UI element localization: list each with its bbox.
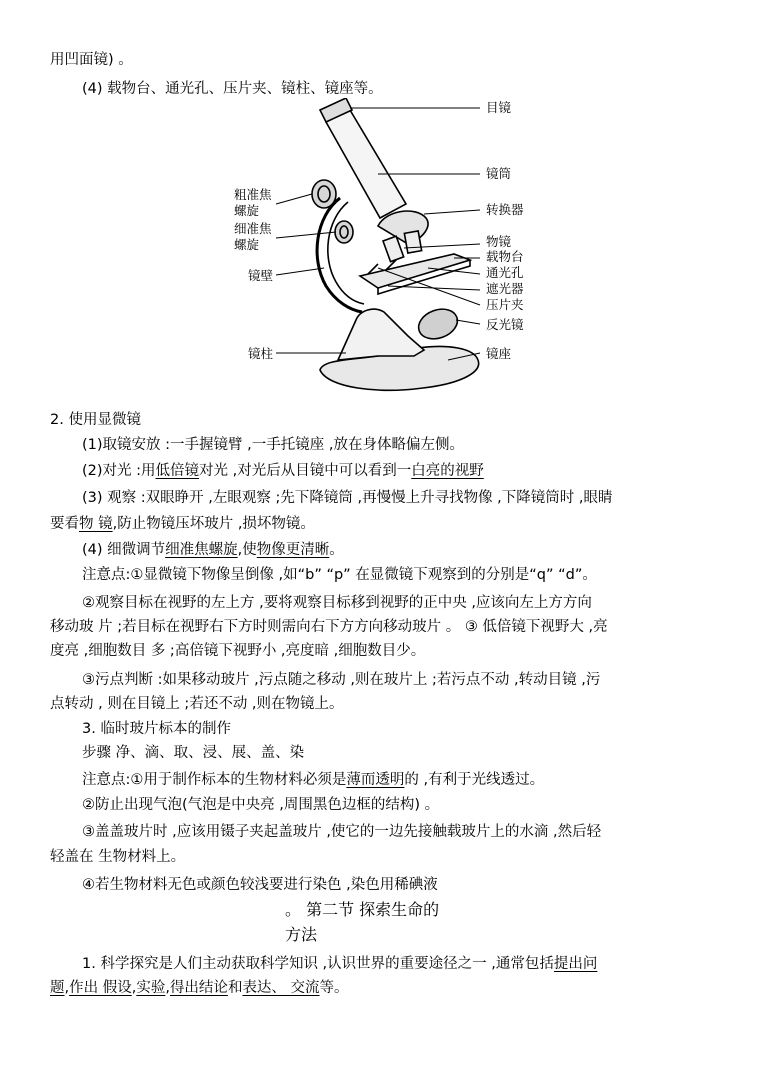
arm-shape [317, 198, 362, 312]
step-2 [82, 461, 484, 481]
note-3-line-2: 点转动 , 则在目镜上 ;若还不动 ,则在物镜上。 [50, 696, 344, 712]
method-q2a: 题 [50, 980, 65, 996]
section-heading-2: 方法 [285, 925, 318, 944]
label-coarse-1: 粗准焦 [234, 187, 272, 202]
step-4-a: (4) 细微调节 [82, 542, 166, 558]
objective-2 [404, 231, 421, 253]
label-pillar: 镜柱 [248, 346, 274, 361]
label-aperture: 通光孔 [486, 265, 524, 280]
label-objective: 物镜 [486, 234, 512, 249]
steps-list: 步骤 净、滴、取、浸、展、盖、染 [82, 745, 305, 761]
step-4 [82, 540, 344, 560]
prep-note-1-c: 的 ,有利于光线透过。 [404, 772, 545, 788]
step-3-b2: 物 镜 [79, 516, 113, 532]
prep-note-1-b: 薄而透明 [346, 772, 405, 788]
method-q2d: , [131, 980, 137, 996]
label-base: 镜座 [486, 346, 512, 361]
note-2-line-3: 度亮 ,细胞数目 多 ;高倍镜下视野小 ,亮度暗 ,细胞数目少。 [50, 643, 426, 659]
text-line-parts: (4) 载物台、通光孔、压片夹、镜柱、镜座等。 [82, 81, 383, 97]
label-fine-2: 螺旋 [234, 237, 260, 252]
label-mirror: 反光镜 [486, 317, 524, 332]
section-heading-1: 。 第二节 探索生命的 [285, 900, 440, 919]
coarse-knob [312, 180, 336, 208]
method-q2f: , [165, 980, 170, 996]
label-eyepiece: 目镜 [486, 100, 512, 115]
method-line-1 [82, 954, 597, 974]
section-3-title: 3. 临时玻片标本的制作 [82, 721, 231, 737]
label-stage: 载物台 [486, 249, 524, 264]
prep-note-3-line-2: 轻盖在 生物材料上。 [50, 849, 186, 865]
method-q2g: 得出结论 [169, 980, 228, 996]
method-line-1-b: 提出问 [553, 956, 598, 972]
step-1: (1)取镜安放 :一手握镜臂 ,一手托镜座 ,放在身体略偏左侧。 [82, 437, 464, 453]
prep-note-4: ④若生物材料无色或颜色较浅要进行染色 ,染色用稀碘液 [82, 877, 438, 893]
label-diaphragm: 遮光器 [486, 281, 524, 296]
tube-shape [326, 110, 406, 218]
text-line-1: 用凹面镜) 。 [50, 52, 133, 68]
label-coarse-2: 螺旋 [234, 203, 260, 218]
method-q2h: 和 [227, 980, 243, 996]
step-2-b: 低倍镜 [155, 463, 200, 479]
fine-knob [335, 221, 353, 243]
prep-note-1-a: 注意点:①用于制作标本的生物材料必须是 [82, 772, 347, 788]
step-2-c: 对光 ,对光后从目镜中可以看到一 [199, 463, 412, 479]
prep-note-1 [82, 770, 544, 790]
label-arm: 镜壁 [248, 268, 274, 283]
step-4-b: 细准焦螺旋 [165, 542, 238, 558]
converter-shape [378, 211, 428, 244]
prep-note-3-line-1: ③盖盖玻片时 ,应该用镊子夹起盖玻片 ,使它的一边先接触载玻片上的水滴 ,然后轻 [82, 824, 602, 840]
method-q2j: 等。 [319, 980, 349, 996]
note-1: 注意点:①显微镜下物像呈倒像 ,如“b” “p” 在显微镜下观察到的分别是“q” “d”。 [82, 567, 597, 583]
step-4-d: 物像更清晰 [256, 542, 330, 558]
note-2-line-1: ②观察目标在视野的左上方 ,要将观察目标移到视野的正中央 ,应该向左上方方向 [82, 595, 592, 611]
method-q2b: , [64, 980, 70, 996]
step-3-line-2 [50, 514, 315, 534]
step-3-b3: ,防止物镜压坏玻片 ,损坏物镜。 [112, 516, 315, 532]
mirror-shape [414, 304, 461, 344]
note-3-line-1: ③污点判断 :如果移动玻片 ,污点随之移动 ,则在玻片上 ;若污点不动 ,转动目镜 ,污 [82, 672, 601, 688]
method-line-1-a: 1. 科学探究是人们主动获取科学知识 ,认识世界的重要途径之一 ,通常包括 [82, 956, 554, 972]
method-line-2 [50, 978, 349, 998]
method-q2c: 作出 假设 [69, 980, 132, 996]
section-2-title: 2. 使用显微镜 [50, 412, 141, 428]
label-fine-1: 细准焦 [234, 221, 272, 236]
step-4-c: ,使 [237, 542, 257, 558]
step-2-a: (2)对光 :用 [82, 463, 156, 479]
method-q2i: 表达、 交流 [242, 980, 320, 996]
label-converter: 转换器 [486, 202, 524, 217]
step-3-b1: 要看 [50, 516, 79, 532]
microscope-figure [228, 98, 548, 398]
step-2-d: 白亮的视野 [411, 463, 484, 479]
method-q2e: 实验 [136, 980, 166, 996]
step-4-e: 。 [329, 542, 344, 558]
prep-note-2: ②防止出现气泡(气泡是中央亮 ,周围黑色边框的结构) 。 [82, 797, 440, 813]
label-clip: 压片夹 [486, 297, 524, 312]
label-tube: 镜筒 [486, 166, 512, 181]
pillar-shape [338, 309, 424, 360]
note-2-line-2: 移动玻 片 ;若目标在视野右下方时则需向右下方方向移动玻片 。 ③ 低倍镜下视野大 ,亮 [50, 619, 608, 635]
step-3-line-1: (3) 观察 :双眼睁开 ,左眼观察 ;先下降镜筒 ,再慢慢上升寻找物像 ,下降镜筒时 ,眼睛 [82, 490, 613, 506]
